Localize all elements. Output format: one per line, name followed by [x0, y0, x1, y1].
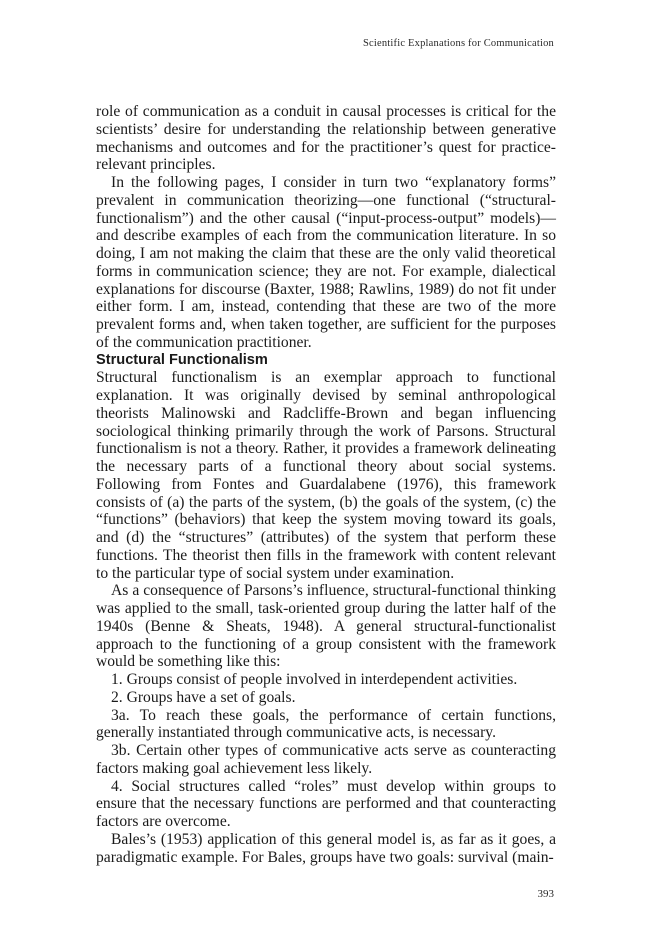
- paragraph-structural-functionalism: Structural functionalism is an exemplar approach to functional explanation. It was originally devised by seminal anthropological theorists Malinowski and Radcliffe-Brown and began influencing sociological thinking primarily through the work of Parsons. Structural functionalism is not a theory. Rather, it provides a framework delineating the necessary parts of a functional theory about social systems. Following from Fontes and Guardalabene (1976), this framework consists of (a) the parts of the system, (b) the goals of the system, (c) the “functions” (behaviors) that keep the system moving toward its goals, and (d) the “structures” (attributes) of the system that perform these functions. The theorist then fills in the framework with content relevant to the particular type of social system under examination.: [96, 369, 556, 582]
- paragraph-continuation: role of communication as a conduit in causal processes is critical for the scientists’ desire for understanding the relationship between generative mechanisms and outcomes and for the practitioner’s quest for practice-relevant principles.: [96, 103, 556, 174]
- list-item-4: 4. Social structures called “roles” must develop within groups to ensure that the necessary functions are performed and that counteracting factors are overcome.: [96, 777, 556, 830]
- list-item-3a: 3a. To reach these goals, the performance of certain functions, generally instantiated through communicative acts, is necessary.: [96, 706, 556, 742]
- paragraph-bales: Bales’s (1953) application of this general model is, as far as it goes, a paradigmatic example. For Bales, groups have two goals: survival (main-: [96, 830, 556, 866]
- paragraph-explanatory-forms: In the following pages, I consider in turn two “explanatory forms” prevalent in communication theorizing—one functional (“structural-functionalism”) and the other causal (“input-process-output” models)—and describe examples of each from the communication literature. In so doing, I am not making the claim that these are the only valid theoretical forms in communication science; they are not. For example, dialectical explanations for discourse (Baxter, 1988; Rawlins, 1989) do not fit under either form. I am, instead, contending that these are two of the more prevalent forms and, when taken together, are sufficient for the purposes of the communication practitioner.: [96, 174, 556, 351]
- page-number: 393: [537, 888, 554, 900]
- list-item-3b: 3b. Certain other types of communicative acts serve as counteracting factors making goal achievement less likely.: [96, 742, 556, 777]
- list-item-2: 2. Groups have a set of goals.: [111, 688, 296, 706]
- section-heading: Structural Functionalism: [96, 351, 268, 368]
- paragraph-parsons-influence: As a consequence of Parsons’s influence, structural-functional thinking was applied to the small, task-oriented group during the latter half of the 1940s (Benne & Sheats, 1948). A general structural-functionalist approach to the functioning of a group consistent with the framework would be something like this:: [96, 582, 556, 671]
- running-head: Scientific Explanations for Communication: [362, 38, 554, 49]
- body-text: [96, 103, 556, 866]
- list-item-1: 1. Groups consist of people involved in interdependent activities.: [111, 671, 518, 688]
